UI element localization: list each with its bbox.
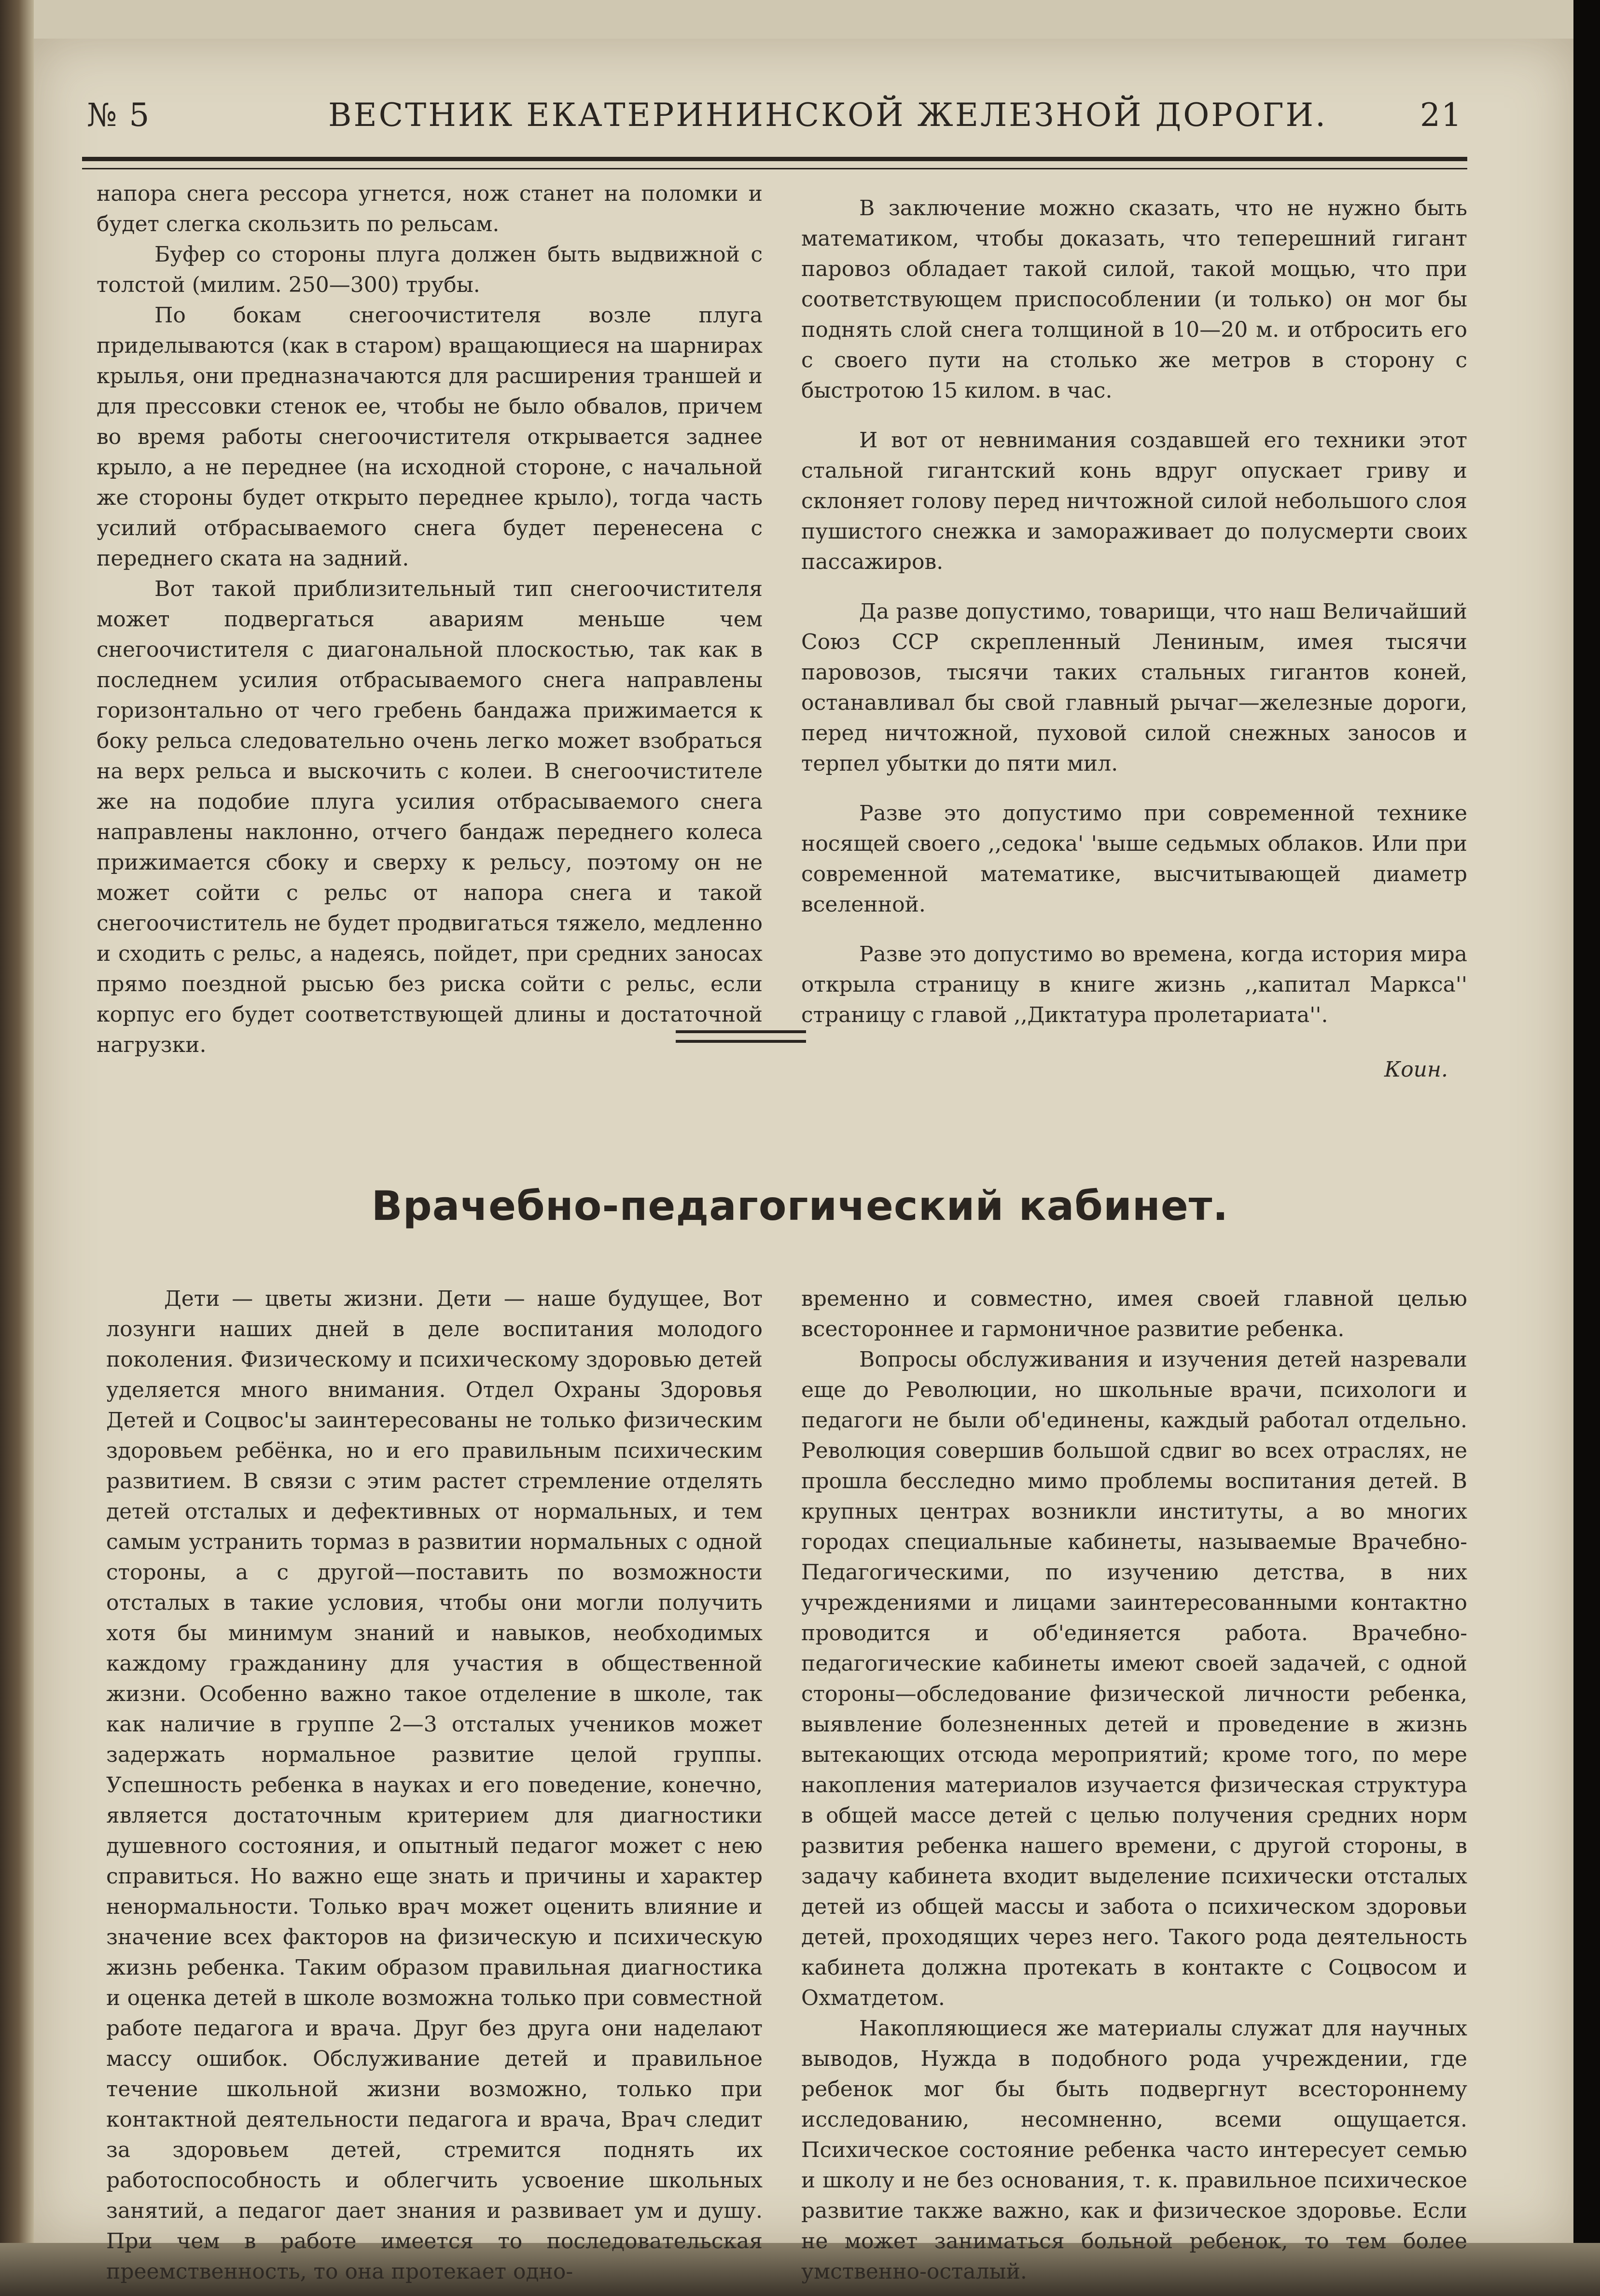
paragraph: Разве это допустимо при современной технике носящей своего ,,седока' 'выше седьмых облаков. Или при современной математике, высчитывающей диаметр вселенной. (801, 801, 1467, 917)
top-article-left-column (97, 179, 763, 1060)
section-divider (676, 1030, 806, 1043)
article-title: Врачебно-педагогический кабинет. (371, 1182, 1229, 1230)
paragraph: Вот такой приблизительный тип снегоочистителя может подвергаться авариям меньше чем снегоочистителя с диагональной плоскостью, так как в последнем усилия отбрасываемого снега направлены горизонтально от чего гребень бандажа прижимается к боку рельса следовательно очень легко может взобраться на верх рельса и выскочить с колеи. В снегоочистителе же на подобие плуга усилия отбрасываемого снега направлены наклонно, отчего бандаж переднего колеса прижимается сбоку и сверху к рельсу, поэтому он не может сойти с рельс от напора снега и такой снегоочиститель не будет продвигаться тяжело, медленно и сходить с рельс, а надеясь, пойдет, при средних заносах прямо поездной рысью без риска сойти с рельс, если корпус его будет соответствующей длины и достаточной нагрузки. (97, 577, 763, 1057)
journal-title: ВЕСТНИК ЕКАТЕРИНИНСКОЙ ЖЕЛЕЗНОЙ ДОРОГИ. (328, 97, 1328, 134)
paragraph: Разве это допустимо во времена, когда история мира открыла страницу в книге жизнь ,,капитал Маркса'' страницу с главой ,,Диктатура пролетариата''. (801, 942, 1467, 1027)
bottom-article-right-column (801, 1284, 1467, 2287)
paragraph: временно и совместно, имея своей главной целью всестороннее и гармоничное развитие ребенка. (801, 1286, 1467, 1342)
issue-number: № 5 (87, 97, 151, 134)
header-rule (82, 157, 1467, 169)
paragraph: По бокам снегоочистителя возле плуга приделываются (как в старом) вращающиеся на шарнирах крылья, они предназначаются для расширения траншей и для прессовки стенок ее, чтобы не было обвалов, причем во время работы снегоочистителя открывается заднее крыло, а не переднее (на исходной стороне, с начальной же стороны будет открыто переднее крыло), тогда часть усилий отбрасываемого снега будет перенесена с переднего ската на задний. (97, 303, 763, 571)
author-signature: Коин. (1384, 1057, 1448, 1082)
paragraph: напора снега рессора угнется, нож станет на поломки и будет слегка скользить по рельсам. (97, 181, 763, 236)
top-article-right-column (801, 193, 1467, 1085)
paragraph: Вопросы обслуживания и изучения детей назревали еще до Революции, но школьные врачи, психологи и педагоги не были об'единены, каждый работал отдельно. Революция совершив большой сдвиг во всех отраслях, не прошла бесследно мимо проблемы воспитания детей. В крупных центрах возникли институты, а во многих городах специальные кабинеты, называемые Врачебно-Педагогическими, по изучению детства, в них учреждениями и лицами заинтересованными контактно проводится и об'единяется работа. Врачебно-педагогические кабинеты имеют своей задачей, с одной стороны—обследование физической личности ребенка, выявление болезненных детей и проведение в жизнь вытекающих отсюда мероприятий; кроме того, по мере накопления материалов изучается физическая структура в общей массе детей с целью получения средних норм развития ребенка нашего времени, с другой стороны, в задачу кабинета входит выделение психически отсталых детей из общей массы и забота о психическом здоровьи детей, проходящих через него. Такого рода деятельность кабинета должна протекать в контакте с Соцвосом и Охматдетом. (801, 1347, 1467, 2010)
scan-left-edge (0, 0, 34, 2296)
paragraph: Дети — цветы жизни. Дети — наше будущее, Вот лозунги наших дней в деле воспитания молодого поколения. Физическому и психическому здоровью детей уделяется много внимания. Отдел Охраны Здоровья Детей и Соцвос'ы заинтересованы не только физическим здоровьем ребёнка, но и его правильным психическим развитием. В связи с этим растет стремление отделять детей отсталых и дефективных от нормальных, и тем самым устранить тормаз в развитии нормальных с одной стороны, а с другой—поставить по возможности отсталых в такие условия, чтобы они могли получить хотя бы минимум знаний и навыков, необходимых каждому гражданину для участия в общественной жизни. Особенно важно такое отделение в школе, так как наличие в группе 2—3 отсталых учеников может задержать нормальное развитие целой группы. Успешность ребенка в науках и его поведение, конечно, является достаточным критерием для диагностики душевного состояния, и опытный педагог может с нею справиться. Но важно еще знать и причины и характер ненормальности. Только врач может оценить влияние и значение всех факторов на физическую и психическую жизнь ребенка. Таким образом правильная диагностика и оценка детей в школе возможна только при совместной работе педагога и врача. Друг без друга они наделают массу ошибок. Обслуживание детей и правильное течение школьной жизни возможно, только при контактной деятельности педагога и врача, Врач следит за здоровьем детей, стремится поднять их работоспособность и облегчить усвоение школьных занятий, а педагог дает знания и развивает ум и душу. При чем в работе имеется то последовательская преемственность, то она протекает одно- (106, 1286, 763, 2284)
paragraph: Да разве допустимо, товарищи, что наш Величайший Союз ССР скрепленный Лениным, имея тысячи паровозов, тысячи таких стальных гигантов коней, останавливал бы свой главный рычаг—железные дороги, перед ничтожной, пуховой силой снежных заносов и терпел убытки до пяти мил. (801, 599, 1467, 776)
paragraph: В заключение можно сказать, что не нужно быть математиком, чтобы доказать, что теперешний гигант паровоз обладает такой силой, такой мощью, что при соответствующем приспособлении (и только) он мог бы поднять слой снега толщиной в 10—20 м. и отбросить его с своего пути на столько же метров в сторону с быстротою 15 килом. в час. (801, 196, 1467, 403)
paragraph: Буфер со стороны плуга должен быть выдвижной с толстой (милим. 250—300) трубы. (97, 242, 763, 297)
bottom-article-left-column (106, 1284, 763, 2287)
page-number: 21 (1420, 97, 1462, 134)
running-header (87, 97, 1462, 150)
paragraph: Накопляющиеся же материалы служат для научных выводов, Нужда в подобного рода учреждении, где ребенок мог бы быть подвергнут всестороннему исследованию, несомненно, всеми ощущается. Психическое состояние ребенка часто интересует семью и школу и не без основания, т. к. правильное психическое развитие также важно, как и физическое здоровье. Если не может заниматься больной ребенок, то тем более умственно-осталый. (801, 2016, 1467, 2284)
paragraph: И вот от невнимания создавшей его техники этот стальной гигантский конь вдруг опускает гриву и склоняет голову перед ничтожной силой небольшого слоя пушистого снежка и замораживает до полусмерти своих пассажиров. (801, 428, 1467, 574)
scan-right-edge (1573, 0, 1600, 2296)
